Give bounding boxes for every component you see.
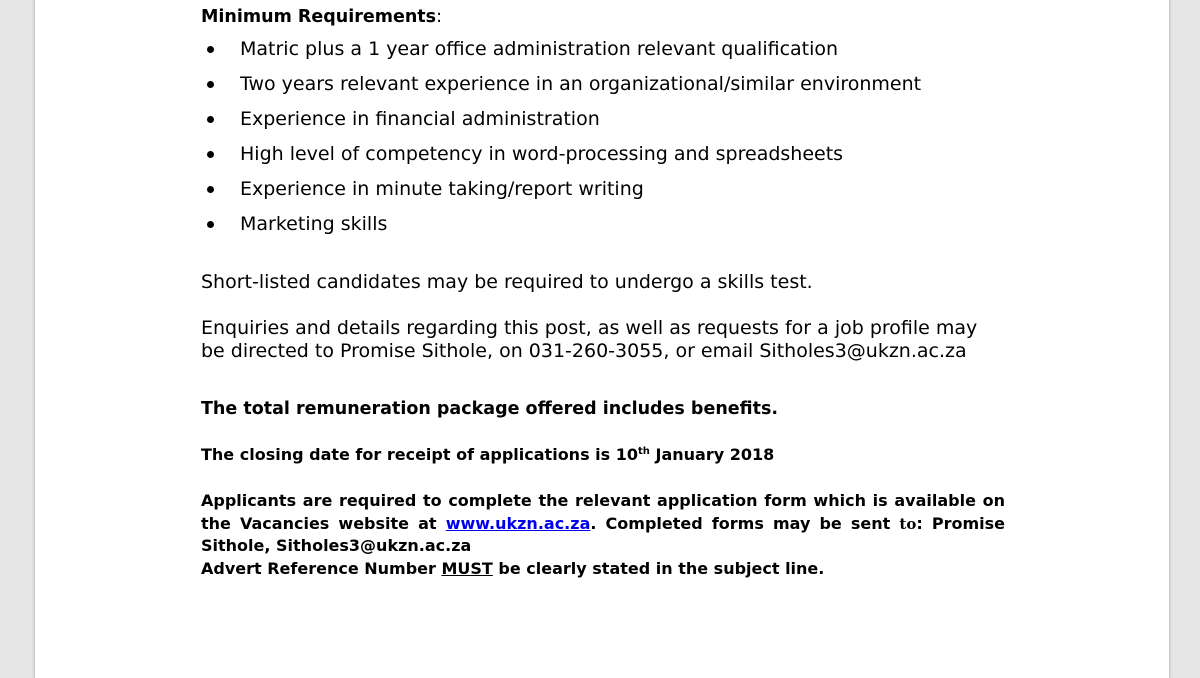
- bullet-icon: [207, 116, 214, 123]
- heading-colon: :: [436, 7, 442, 27]
- list-item: [201, 172, 1005, 207]
- requirement-text: Marketing skills: [240, 213, 388, 235]
- requirement-text: High level of competency in word-processing and spreadsheets: [240, 143, 844, 165]
- requirement-text: Two years relevant experience in an organizational/similar environment: [240, 73, 922, 95]
- remuneration-statement: The total remuneration package offered includes benefits.: [201, 399, 779, 419]
- minimum-requirements-heading: [201, 6, 1005, 28]
- bullet-icon: [207, 81, 214, 88]
- closing-prefix: The closing date for receipt of applications is 10: [201, 445, 639, 464]
- list-item: [201, 32, 1005, 67]
- requirement-text: Experience in financial administration: [240, 108, 600, 130]
- closing-ordinal: th: [638, 446, 650, 457]
- apply-text-1: Applicants are required to complete the relevant application form which is available on the Vacancies website at: [201, 491, 1005, 533]
- list-item: [201, 137, 1005, 172]
- apply-text-3: : Promise Sithole, Sitholes3@ukzn.ac.za: [201, 513, 1006, 555]
- closing-date-statement: [201, 444, 774, 466]
- document-content: [201, 6, 1006, 578]
- closing-suffix: January 2018: [649, 445, 775, 464]
- list-item: [201, 102, 1005, 137]
- advert-suffix: be clearly stated in the subject line.: [492, 558, 825, 578]
- advert-must: MUST: [441, 558, 493, 578]
- document-page: [34, 0, 1170, 678]
- bullet-icon: [207, 221, 214, 228]
- apply-text-2: . Completed forms may be sent: [590, 513, 900, 533]
- advert-prefix: Advert Reference Number: [201, 558, 442, 578]
- list-item: [201, 67, 1005, 102]
- application-instructions: [201, 490, 1005, 580]
- list-item: [201, 207, 1005, 242]
- apply-to-word: to: [899, 514, 917, 533]
- enquiries-paragraph: Enquiries and details regarding this post, as well as requests for a job profile may be directed to Promise Sithole, on 031-260-3055, or email Sitholes3@ukzn.ac.za: [201, 317, 978, 362]
- bullet-icon: [207, 151, 214, 158]
- requirement-text: Matric plus a 1 year office administration relevant qualification: [240, 38, 839, 60]
- bullet-icon: [207, 46, 214, 53]
- requirements-list: [201, 32, 1005, 242]
- bullet-icon: [207, 186, 214, 193]
- skills-test-paragraph: Short-listed candidates may be required to undergo a skills test.: [201, 271, 813, 293]
- requirement-text: Experience in minute taking/report writing: [240, 178, 644, 200]
- heading-title: Minimum Requirements: [201, 7, 437, 27]
- ukzn-website-link[interactable]: www.ukzn.ac.za: [445, 513, 591, 533]
